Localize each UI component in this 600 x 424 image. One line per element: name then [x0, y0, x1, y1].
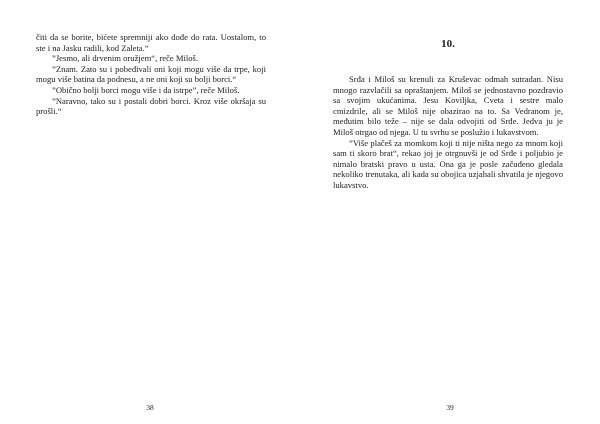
chapter-title: 10. — [441, 38, 455, 50]
right-page — [300, 0, 600, 424]
right-page-text — [333, 74, 563, 191]
page-number: 39 — [446, 403, 454, 412]
paragraph: ”Naravno, tako su i postali dobri borci. Kroz više okršaja su prošli.“ — [36, 95, 266, 117]
paragraph: Srđa i Miloš su krenuli za Kruševac odmah sutradan. Nisu mnogo razvlačili sa opraštanjem. Miloš se jednostavno pozdravio sa svojim ukućanima. Jesu Koviljka, Cveta i sestre malo cmizdrile, ali se Miloš nije obazirao na to. Sa Vedranom je, međutim bilo teže – nije se dala odvojiti od Srđe. Jedva ju je Miloš otrgao od njega. U tu svrhu se poslužio i lukavstvom. — [333, 74, 563, 137]
left-page-text — [36, 32, 266, 117]
paragraph: ”Jesmo, ali drvenim oružjem“, reče Miloš. — [52, 53, 199, 64]
paragraph: ”Znam. Zato su i pobeđivali oni koji mogu više da trpe, koji mogu više batina da podnesu, a ne oni koji su bolji borci.“ — [36, 63, 266, 85]
paragraph: čiti da se borite, bićete spremniji ako dođe do rata. Uostalom, to ste i na Jasku radili, kod Zaleta.“ — [36, 32, 266, 53]
paragraph: ”Više plačeš za momkom koji ti nije ništa nego za mnom koji sam ti skoro brat“, rekao joj je otrgnuvši je od Srđe i poljubio je nimalo bratski pravo u usta. Ona ga je posle začuđeno gledala nekoliko trenutaka, ali kada su obojica uzjahali shvatila je njegovo lukavstvo. — [333, 137, 563, 190]
page-number: 38 — [146, 403, 154, 412]
paragraph: ”Obično bolji borci mogu više i da istrpe”, reče Miloš. — [52, 84, 240, 95]
